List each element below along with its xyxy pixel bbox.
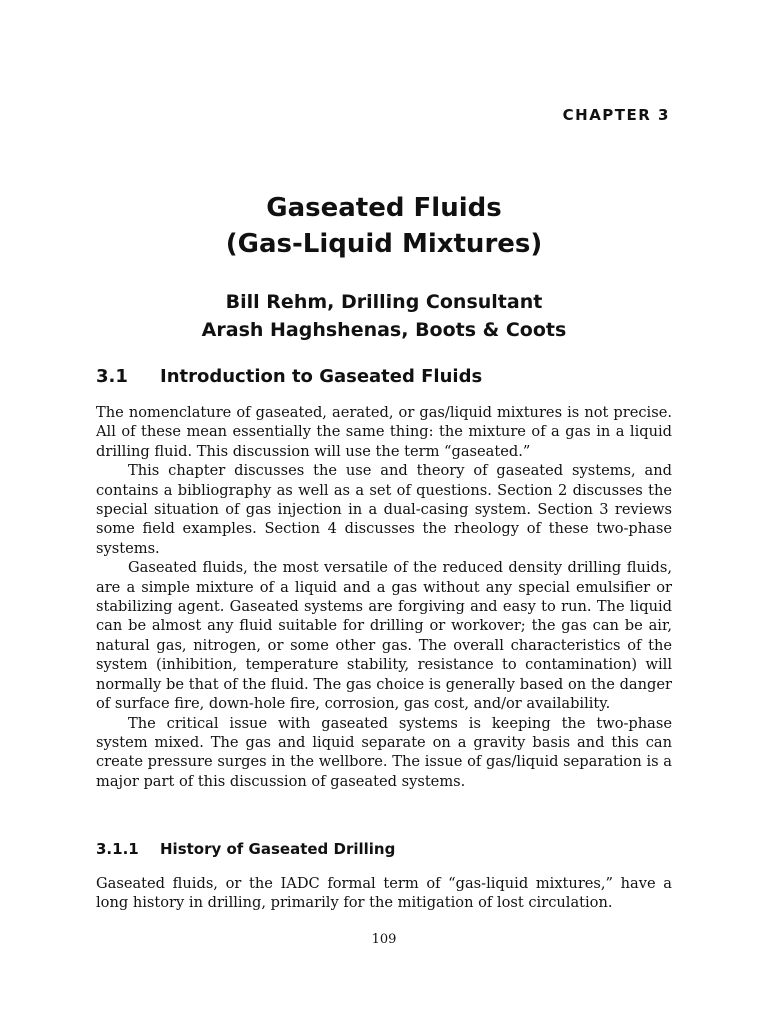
- chapter-title: [0, 190, 768, 262]
- subsection-heading: [96, 840, 395, 858]
- paragraph: The nomenclature of gaseated, aerated, or gas/liquid mixtures is not precise. All of these mean essentially the same thing: the mixture of a gas in a liquid drilling fluid. This discussion will use the term “gaseated.”: [96, 404, 672, 460]
- author-2: Arash Haghshenas, Boots & Coots: [201, 319, 567, 341]
- paragraph: The critical issue with gaseated systems is keeping the two-phase system mixed. The gas and liquid separate on a gravity basis and this can create pressure surges in the wellbore. The issue of gas/liquid separation is a major part of this discussion of gaseated systems.: [96, 714, 672, 790]
- paragraph: Gaseated fluids, or the IADC formal term of “gas-liquid mixtures,” have a long history in drilling, primarily for the mitigation of lost circulation.: [96, 875, 672, 912]
- subsection-title: History of Gaseated Drilling: [160, 840, 396, 858]
- author-list: [0, 288, 768, 344]
- author-1: Bill Rehm, Drilling Consultant: [225, 291, 543, 313]
- paragraph: This chapter discusses the use and theory of gaseated systems, and contains a bibliography as well as a set of questions. Section 2 discusses the special situation of gas injection in a dual-casing system. Section 3 reviews some field examples. Section 4 discusses the rheology of these two-phase systems.: [96, 462, 672, 557]
- page-number: 109: [371, 932, 397, 947]
- section-heading: [96, 366, 482, 387]
- subsection-body: [96, 874, 672, 913]
- subsection-number: 3.1.1: [96, 840, 139, 858]
- chapter-title-line-1: Gaseated Fluids: [266, 193, 502, 223]
- paragraph: Gaseated fluids, the most versatile of the reduced density drilling fluids, are a simple mixture of a liquid and a gas without any special emulsifier or stabilizing agent. Gaseated systems are forgiving and easy to run. The liquid can be almost any fluid suitable for drilling or workover; the gas can be air, natural gas, nitrogen, or some other gas. The overall characteristics of the system (inhibition, temperature stability, resistance to contamination) will normally be that of the fluid. The gas choice is generally based on the danger of surface fire, down-hole fire, corrosion, gas cost, and/or availability.: [96, 559, 672, 713]
- chapter-title-line-2: (Gas-Liquid Mixtures): [225, 229, 543, 259]
- section-title: Introduction to Gaseated Fluids: [160, 366, 483, 387]
- chapter-label: CHAPTER 3: [562, 106, 670, 124]
- section-number: 3.1: [96, 366, 128, 387]
- section-body: [96, 403, 672, 791]
